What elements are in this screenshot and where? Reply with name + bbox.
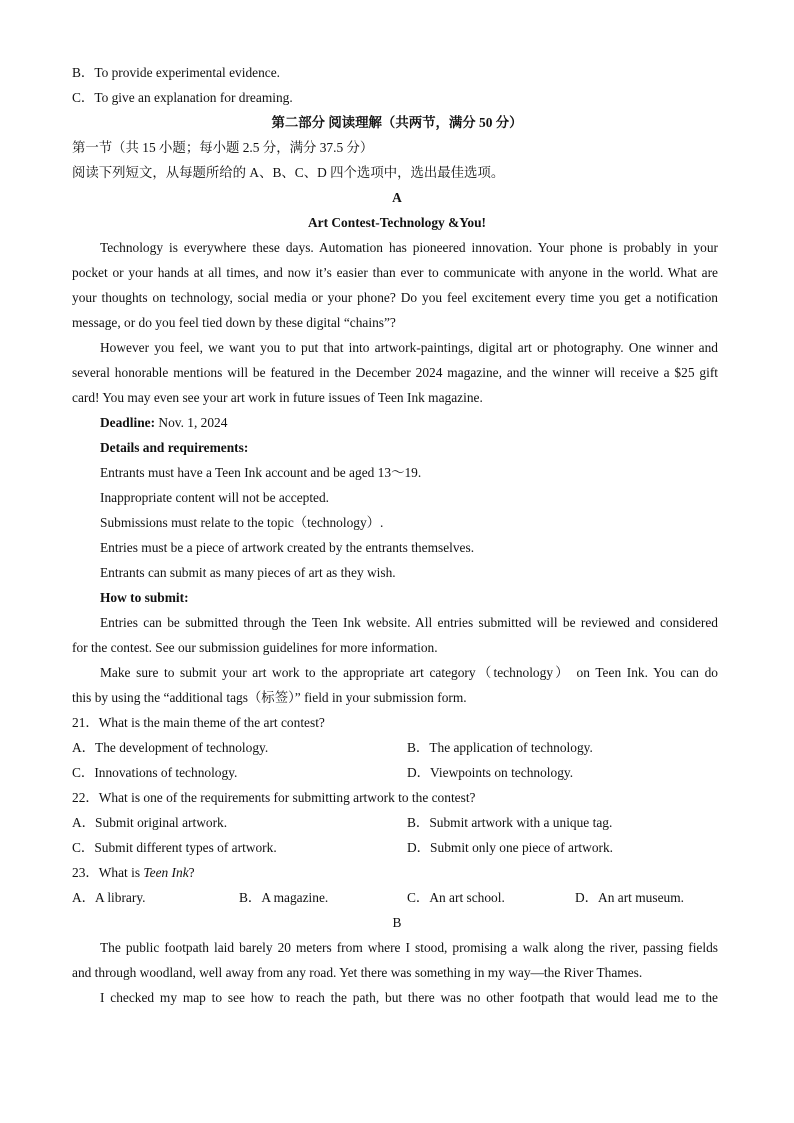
question-23-option-c: C．An art school. [407,890,505,905]
question-23-stem-suffix: ? [188,865,195,880]
requirement-item: Entrants must have a Teen Ink account and be aged 13～19. [100,465,422,480]
how-to-submit-line: for the contest. See our submission guidelines for more information. [72,640,438,655]
section1-heading: 第一节（共 15 小题；每小题 2.5 分，满分 37.5 分） [72,140,374,155]
question-21-stem: 21．What is the main theme of the art contest? [72,715,325,730]
passage-b-p1-line: and through woodland, well away from any road. Yet there was something in my way—the River Thames. [72,965,643,980]
question-23-option-a: A．A library. [72,890,146,905]
passage-a-p2-line: several honorable mentions will be featured in the December 2024 magazine, and the winner will receive a $25 gift [72,365,718,380]
question-21-option-b: B．The application of technology. [407,740,593,755]
question-22-stem: 22．What is one of the requirements for submitting artwork to the contest? [72,790,476,805]
passage-b-p1-line: The public footpath laid barely 20 meters from where I stood, promising a walk along the river, passing fields [100,940,718,955]
question-22-option-d: D．Submit only one piece of artwork. [407,840,614,855]
requirement-item: Submissions must relate to the topic（technology）. [100,515,384,530]
prev-option-b: B．To provide experimental evidence. [72,65,281,80]
question-23-option-b: B．A magazine. [239,890,329,905]
passage-a-p1-line: Technology is everywhere these days. Automation has pioneered innovation. Your phone is probably in your [100,240,718,255]
question-22-option-c: C．Submit different types of artwork. [72,840,277,855]
how-to-submit-line: this by using the “additional tags（标签）” field in your submission form. [72,690,467,705]
question-21-option-d: D．Viewpoints on technology. [407,765,574,780]
section1-instruction: 阅读下列短文，从每题所给的 A、B、C、D 四个选项中，选出最佳选项。 [72,165,505,180]
how-to-submit-line: Entries can be submitted through the Teen Ink website. All entries submitted will be reviewed and considered [100,615,718,630]
requirement-item: Inappropriate content will not be accepted. [100,490,330,505]
question-21-option-c: C．Innovations of technology. [72,765,238,780]
details-heading: Details and requirements: [100,440,249,455]
how-to-submit-line: Make sure to submit your art work to the appropriate art category（technology） on Teen Ink. You can do [100,665,718,680]
passage-a-label: A [392,190,402,205]
how-to-submit-heading: How to submit: [100,590,189,605]
question-22-option-a: A．Submit original artwork. [72,815,228,830]
passage-a-p1-line: your thoughts on technology, social media or your phone? Do you feel excitement every time you get a notification [72,290,718,305]
deadline-value: Nov. 1, 2024 [155,415,228,430]
question-23-stem [72,864,195,882]
passage-a-title: Art Contest-Technology &You! [307,215,487,230]
question-23-stem-prefix: 23．What is [72,865,144,880]
question-23-option-d: D．An art museum. [575,890,684,905]
prev-option-c: C．To give an explanation for dreaming. [72,90,293,105]
deadline [100,414,227,432]
part2-title: 第二部分 阅读理解（共两节，满分 50 分） [271,115,523,130]
passage-a-p2-line: card! You may even see your art work in future issues of Teen Ink magazine. [72,390,483,405]
deadline-label: Deadline: [100,415,156,430]
passage-a-p1-line: pocket or your hands at all times, and now it’s easier than ever to communicate with anyone in the world. What are [72,265,718,280]
passage-a-p2-line: However you feel, we want you to put that into artwork-paintings, digital art or photography. One winner and [100,340,718,355]
question-23-stem-italic: Teen Ink [143,865,189,880]
passage-a-p1-line: message, or do you feel tied down by these digital “chains”? [72,315,396,330]
question-22-option-b: B．Submit artwork with a unique tag. [407,815,613,830]
requirement-item: Entrants can submit as many pieces of art as they wish. [100,565,396,580]
question-21-option-a: A．The development of technology. [72,740,269,755]
passage-b-p2-line: I checked my map to see how to reach the path, but there was no other footpath that would lead me to the [100,990,718,1005]
requirement-item: Entries must be a piece of artwork created by the entrants themselves. [100,540,475,555]
passage-b-label: B [392,915,402,930]
